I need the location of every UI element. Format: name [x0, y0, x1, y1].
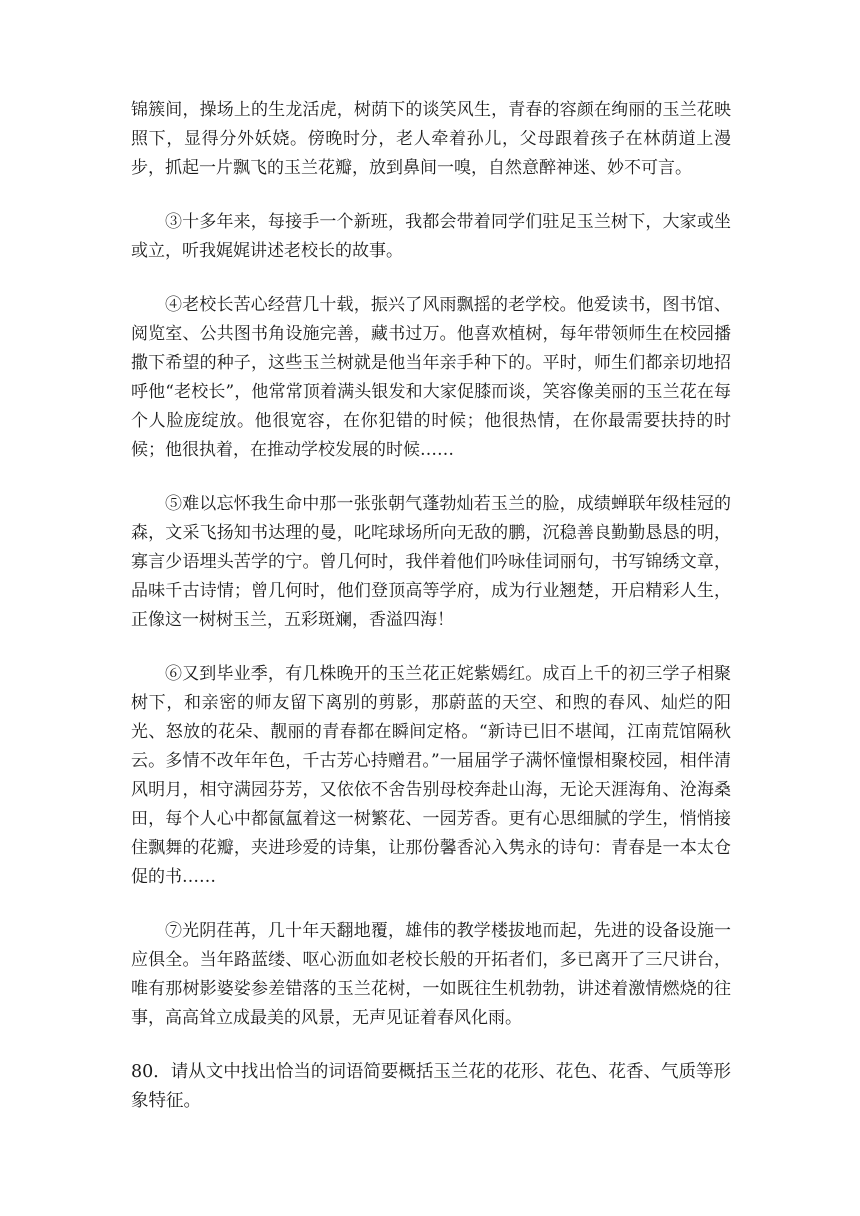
paragraph-4: ④老校长苦心经营几十载，振兴了风雨飘摇的老学校。他爱读书，图书馆、阅览室、公共图书角设施完善，藏书过万。他喜欢植树，每年带领师生在校园播撒下希望的种子，这些玉兰树就是他当年亲手种下的。平时，师生们都亲切地招呼他“老校长”，他常常顶着满头银发和大家促膝而谈，笑容像美丽的玉兰花在每个人脸庞绽放。他很宽容，在你犯错的时候；他很热情，在你最需要扶持的时候；他很执着，在推动学校发展的时候……	[131, 295, 731, 460]
paragraph-5: ⑤难以忘怀我生命中那一张张朝气蓬勃灿若玉兰的脸，成绩蝉联年级桂冠的森，文采飞扬知书达理的曼，叱咤球场所向无敌的鹏，沉稳善良勤勤恳恳的明，寡言少语埋头苦学的宁。曾几何时，我伴着他们吟咏佳词丽句，书写锦绣文章，品味千古诗情；曾几何时，他们登顶高等学府，成为行业翘楚，开启精彩人生，正像这一树树玉兰，五彩斑斓，香溢四海！	[131, 494, 731, 630]
paragraph-7: ⑦光阴荏苒，几十年天翻地覆，雄伟的教学楼拔地而起，先进的设备设施一应俱全。当年路蓝缕、呕心沥血如老校长般的开拓者们，多已离开了三尺讲台，唯有那树影婆娑参差错落的玉兰花树，一如既往生机勃勃，讲述着激情燃烧的往事，高高耸立成最美的风景，无声见证着春风化雨。	[131, 921, 731, 1028]
question-80: 80．请从文中找出恰当的词语简要概括玉兰花的花形、花色、花香、气质等形象特征。	[131, 1062, 731, 1111]
document-body	[131, 96, 731, 1116]
paragraph-6: ⑥又到毕业季，有几株晚开的玉兰花正姹紫嫣红。成百上千的初三学子相聚树下，和亲密的师友留下离别的剪影，那蔚蓝的天空、和煦的春风、灿烂的阳光、怒放的花朵、靓丽的青春都在瞬间定格。“新诗已旧不堪闻，江南荒馆隔秋云。多情不改年年色，千古芳心持赠君。”一届届学子满怀憧憬相聚校园，相伴清风明月，相守满园芬芳，又依依不舍告别母校奔赴山海，无论天涯海角、沧海桑田，每个人心中都氤氲着这一树繁花、一园芳香。更有心思细腻的学生，悄悄接住飘舞的花瓣，夹进珍爱的诗集，让那份馨香沁入隽永的诗句：青春是一本太仓促的书……	[131, 664, 731, 887]
paragraph-3: ③十多年来，每接手一个新班，我都会带着同学们驻足玉兰树下，大家或坐或立，听我娓娓讲述老校长的故事。	[131, 212, 731, 261]
paragraph-continuation: 锦簇间，操场上的生龙活虎，树荫下的谈笑风生，青春的容颜在绚丽的玉兰花映照下，显得分外妖娆。傍晚时分，老人牵着孙儿，父母跟着孩子在林荫道上漫步，抓起一片飘飞的玉兰花瓣，放到鼻间一嗅，自然意醉神迷、妙不可言。	[131, 100, 731, 178]
